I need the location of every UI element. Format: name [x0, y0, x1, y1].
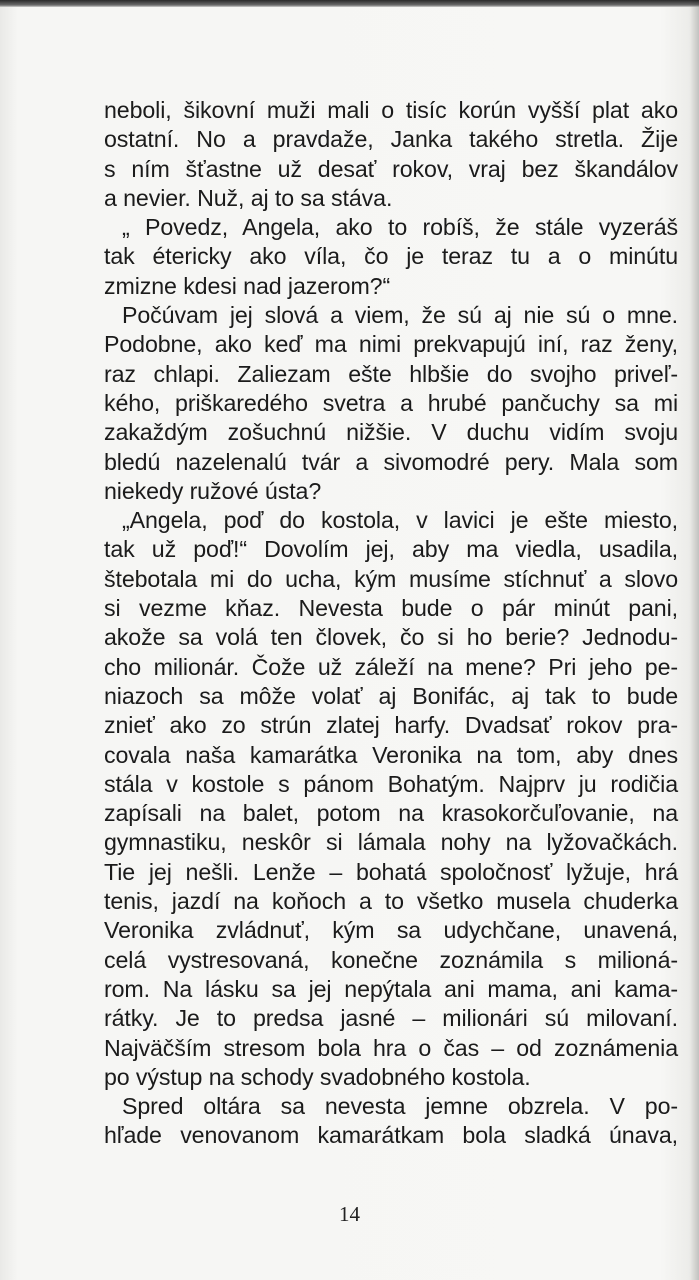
paragraph: [104, 96, 678, 213]
text-line: akože sa volá ten človek, čo si ho berie? Jednodu-: [104, 624, 678, 651]
text-line: cho milionár. Čože už záleží na mene? Pri jeho pe-: [104, 653, 678, 680]
text-line: „Angela, poď do kostola, v lavici je ešte miesto,: [122, 507, 678, 534]
text-line: Podobne, ako keď ma nimi prekvapujú iní, raz ženy,: [104, 331, 678, 358]
text-line: tenis, jazdí na koňoch a to všetko musela chuderka: [104, 888, 678, 915]
text-line: s ním šťastne už desať rokov, vraj bez škandálov: [104, 155, 678, 182]
text-line: tak už poď!“ Dovolím jej, aby ma viedla, usadila,: [104, 536, 678, 563]
text-line: ostatní. No a pravdaže, Janka takého stretla. Žije: [104, 126, 678, 153]
text-line: hľade venovanom kamarátkam bola sladká únava,: [104, 1122, 678, 1149]
text-line: tak étericky ako víla, čo je teraz tu a o minútu: [104, 243, 678, 270]
paragraph: [104, 213, 678, 301]
text-line: Spred oltára sa nevesta jemne obzrela. V po-: [122, 1093, 678, 1120]
text-line: rom. Na lásku sa jej nepýtala ani mama, ani kama-: [104, 975, 678, 1002]
text-line: zakaždým zošuchnú nižšie. V duchu vidím svoju: [104, 419, 678, 446]
text-line: Najväčším stresom bola hra o čas – od zoznámenia: [104, 1034, 678, 1061]
paragraph: [104, 301, 678, 506]
text-line: rátky. Je to predsa jasné – milionári sú milovaní.: [104, 1005, 678, 1032]
paragraph: [104, 1092, 678, 1151]
text-line: po výstup na schody svadobného kostola.: [104, 1063, 531, 1090]
text-line: celá vystresovaná, konečne zoznámila s milioná-: [104, 946, 678, 973]
body-text: [104, 96, 678, 1151]
text-line: neboli, šikovní muži mali o tisíc korún vyšší plat ako: [104, 97, 678, 123]
text-line: si vezme kňaz. Nevesta bude o pár minút pani,: [104, 595, 678, 622]
page-right-shadow: [689, 0, 699, 1280]
text-line: gymnastiku, neskôr si lámala nohy na lyžovačkách.: [104, 829, 678, 856]
text-line: niazoch sa môže volať aj Bonifác, aj tak to bude: [104, 682, 678, 709]
text-line: a nevier. Nuž, aj to sa stáva.: [104, 184, 393, 211]
text-line: zmizne kdesi nad jazerom?“: [104, 272, 391, 299]
page-number: 14: [339, 1202, 360, 1226]
text-line: Počúvam jej slová a viem, že sú aj nie sú o mne.: [122, 302, 678, 329]
text-line: covala naša kamarátka Veronika na tom, aby dnes: [104, 741, 678, 768]
text-line: štebotala mi do ucha, kým musíme stíchnuť a slovo: [104, 565, 678, 592]
text-line: bledú nazelenalú tvár a sivomodré pery. Mala som: [104, 448, 678, 475]
text-line: Tie jej nešli. Lenže – bohatá spoločnosť lyžuje, hrá: [104, 858, 678, 885]
paragraph: [104, 506, 678, 1092]
text-line: stála v kostole s pánom Bohatým. Najprv ju rodičia: [104, 770, 678, 797]
text-line: zapísali na balet, potom na krasokorčuľovanie, na: [104, 800, 678, 827]
text-line: „ Povedz, Angela, ako to robíš, že stále vyzeráš: [122, 214, 678, 241]
text-line: niekedy ružové ústa?: [104, 477, 322, 504]
text-line: kého, priškaredého svetra a hrubé pančuchy sa mi: [104, 389, 678, 416]
page-top-edge: [0, 0, 699, 7]
text-line: Veronika zvládnuť, kým sa udychčane, unavená,: [104, 917, 678, 944]
text-line: raz chlapi. Zaliezam ešte hlbšie do svojho priveľ-: [104, 360, 678, 387]
text-line: znieť ako zo strún zlatej harfy. Dvadsať rokov pra-: [104, 712, 678, 739]
